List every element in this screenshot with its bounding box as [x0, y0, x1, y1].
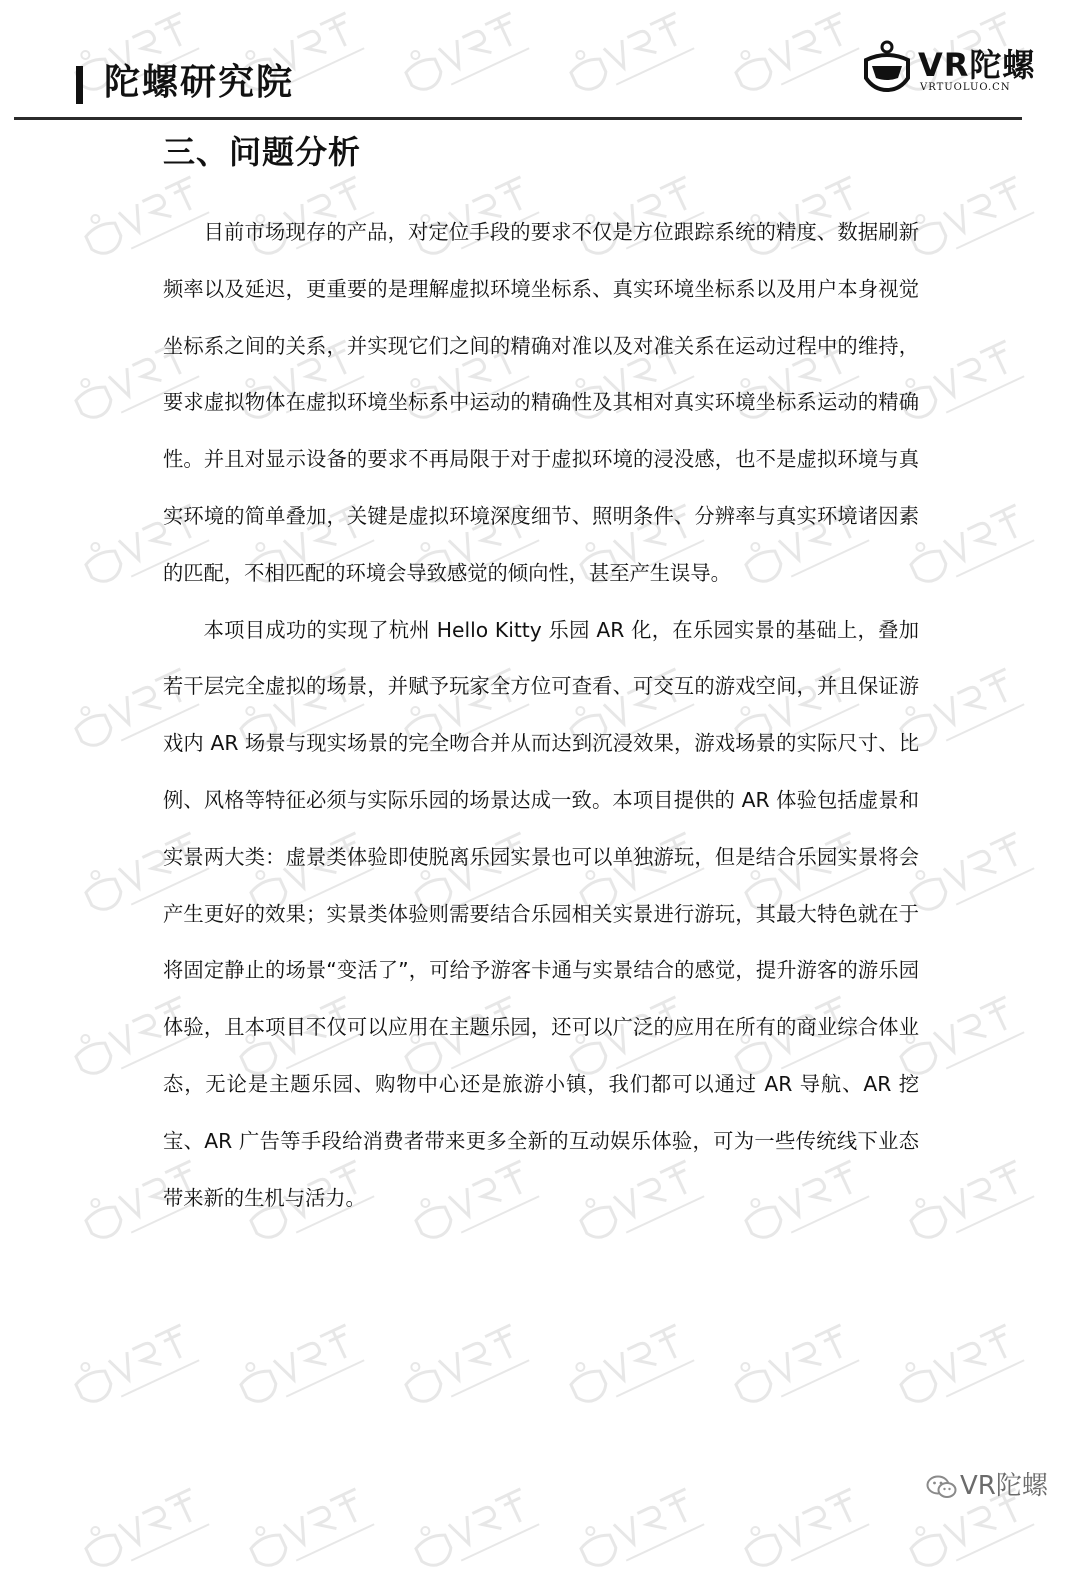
article-body: [163, 204, 919, 1226]
page-header: [0, 0, 1080, 124]
watermark-logo: [226, 1308, 373, 1426]
watermark-logo: [721, 1308, 868, 1426]
watermark-logo: [236, 1472, 383, 1590]
paragraph-project-summary: 本项目成功的实现了杭州 Hello Kitty 乐园 AR 化，在乐园实景的基础上，叠加若干层完全虚拟的场景，并赋予玩家全方位可查看、可交互的游戏空间，并且保证游戏内 AR 场景与现实场景的完全吻合并从而达到沉浸效果，游戏场景的实际尺寸、比例、风格等特征必须与实际乐园的场景达成一致。本项目提供的 AR 体验包括虚景和实景两大类：虚景类体验即使脱离乐园实景也可以单独游玩，但是结合乐园实景将会产生更好的效果；实景类体验则需要结合乐园相关实景进行游玩，其最大特色就在于将固定静止的场景“变活了”，可给予游客卡通与实景结合的感觉，提升游客的游乐园体验，且本项目不仅可以应用在主题乐园，还可以广泛的应用在所有的商业综合体业态，无论是主题乐园、购物中心还是旅游小镇，我们都可以通过 AR 导航、AR 挖宝、AR 广告等手段给消费者带来更多全新的互动娱乐体验，可为一些传统线下业态带来新的生机与活力。: [163, 617, 919, 1210]
vr-headset-logo-icon: [860, 38, 914, 98]
watermark-logo: [556, 1308, 703, 1426]
footer-text: VR陀螺: [960, 1471, 1048, 1501]
logo-url: VRTUOLUO.CN: [920, 82, 1011, 93]
wechat-icon: [926, 1474, 958, 1500]
watermark-logo: [566, 1472, 713, 1590]
header-divider: [14, 117, 1022, 120]
header-title: 陀螺研究院: [104, 62, 295, 103]
logo-text: VR陀螺: [918, 46, 1036, 84]
section-heading: 三、问题分析: [163, 133, 362, 171]
watermark-logo: [401, 1472, 548, 1590]
vr-tuoluo-logo: [860, 38, 1050, 98]
watermark-logo: [886, 1308, 1033, 1426]
paragraph-market-analysis: 目前市场现存的产品，对定位手段的要求不仅是方位跟踪系统的精度、数据刷新频率以及延迟，更重要的是理解虚拟环境坐标系、真实环境坐标系以及用户本身视觉坐标系之间的关系，并实现它们之间的精确对准以及对准关系在运动过程中的维持，要求虚拟物体在虚拟环境坐标系中运动的精确性及其相对真实环境坐标系运动的精确性。并且对显示设备的要求不再局限于对于虚拟环境的浸没感，也不是虚拟环境与真实环境的简单叠加，关键是虚拟环境深度细节、照明条件、分辨率与真实环境诸因素的匹配，不相匹配的环境会导致感觉的倾向性，甚至产生误导。: [163, 220, 919, 585]
watermark-logo: [71, 1472, 218, 1590]
watermark-logo: [391, 1308, 538, 1426]
header-accent-bar: [76, 66, 83, 104]
watermark-logo: [731, 1472, 878, 1590]
watermark-logo: [61, 1308, 208, 1426]
